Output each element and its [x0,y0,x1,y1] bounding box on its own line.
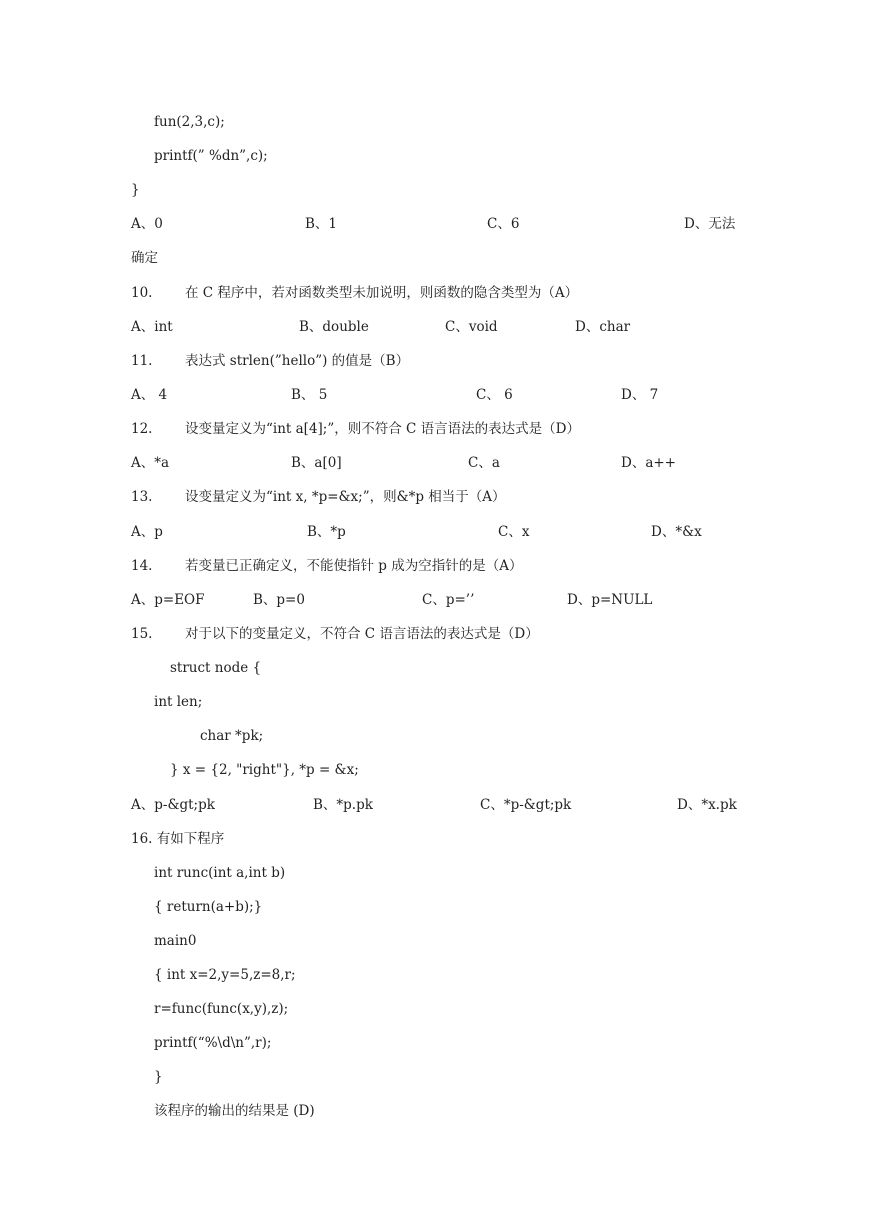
option-a: A、p [131,524,163,540]
question-stem: 表达式 strlen(”hello”) 的值是（B） [185,353,410,369]
option-a: A、*a [131,455,170,471]
code-line: main0 [154,933,197,949]
option-d: D、p=NULL [567,592,653,608]
option-a: A、p=EOF [131,592,205,608]
code-line: int runc(int a,int b) [154,865,286,881]
code-line: struct node { [170,660,262,676]
code-line: fun(2,3,c); [154,114,225,130]
question-stem: 设变量定义为“int x, *p=&x;”，则&*p 相当于（A） [185,489,506,505]
option-d: D、*&x [651,524,702,540]
code-line: { return(a+b);} [154,899,263,915]
code-line: printf(“%\d\n”,r); [154,1035,272,1051]
question-number: 12. [131,421,153,437]
option-b: B、*p [307,524,346,540]
option-a: A、p-&gt;pk [131,797,215,813]
code-line: } [154,1069,163,1085]
option-d: D、a++ [621,455,676,471]
question-stem: 若变量已正确定义，不能使指针 p 成为空指针的是（A） [185,558,523,574]
option-a: A、int [131,319,173,335]
option-c: C、a [468,455,500,471]
option-b: B、a[0] [291,455,342,471]
option-b: B、*p.pk [313,797,373,813]
code-line: { int x=2,y=5,z=8,r; [154,967,296,983]
option-b: B、p=0 [253,592,305,608]
option-c: C、6 [487,216,520,232]
question-number: 13. [131,489,153,505]
question-number: 10. [131,285,153,301]
option-b: B、double [299,319,369,335]
option-d: D、char [575,319,631,335]
code-line: } x = {2, "right"}, *p = &x; [170,762,359,778]
answer-line: 该程序的输出的结果是 (D) [154,1103,315,1119]
code-line: int len; [154,694,203,710]
question-number: 15. [131,626,153,642]
option-b: B、1 [305,216,338,232]
option-c: C、 6 [476,387,513,403]
question-number: 11. [131,353,153,369]
question-stem: 16. 有如下程序 [131,831,225,847]
code-line: r=func(func(x,y),z); [154,1001,289,1017]
option-c: C、x [498,524,530,540]
option-d: D、无法 [684,216,736,232]
option-d: D、 7 [621,387,659,403]
option-wrap-text: 确定 [131,250,158,266]
option-c: C、p=’’ [422,592,475,608]
question-number: 14. [131,558,153,574]
option-c: C、void [445,319,498,335]
option-b: B、 5 [291,387,328,403]
option-c: C、*p-&gt;pk [480,797,572,813]
question-stem: 设变量定义为“int a[4];”，则不符合 C 语言语法的表达式是（D） [185,421,580,437]
code-line: char *pk; [200,728,264,744]
code-line: printf(” %dn”,c); [154,148,268,164]
option-d: D、*x.pk [677,797,737,813]
question-stem: 对于以下的变量定义，不符合 C 语言语法的表达式是（D） [185,626,539,642]
code-line: } [131,182,140,198]
question-stem: 在 C 程序中，若对函数类型未加说明，则函数的隐含类型为（A） [185,285,579,301]
option-a: A、0 [131,216,163,232]
option-a: A、 4 [131,387,168,403]
